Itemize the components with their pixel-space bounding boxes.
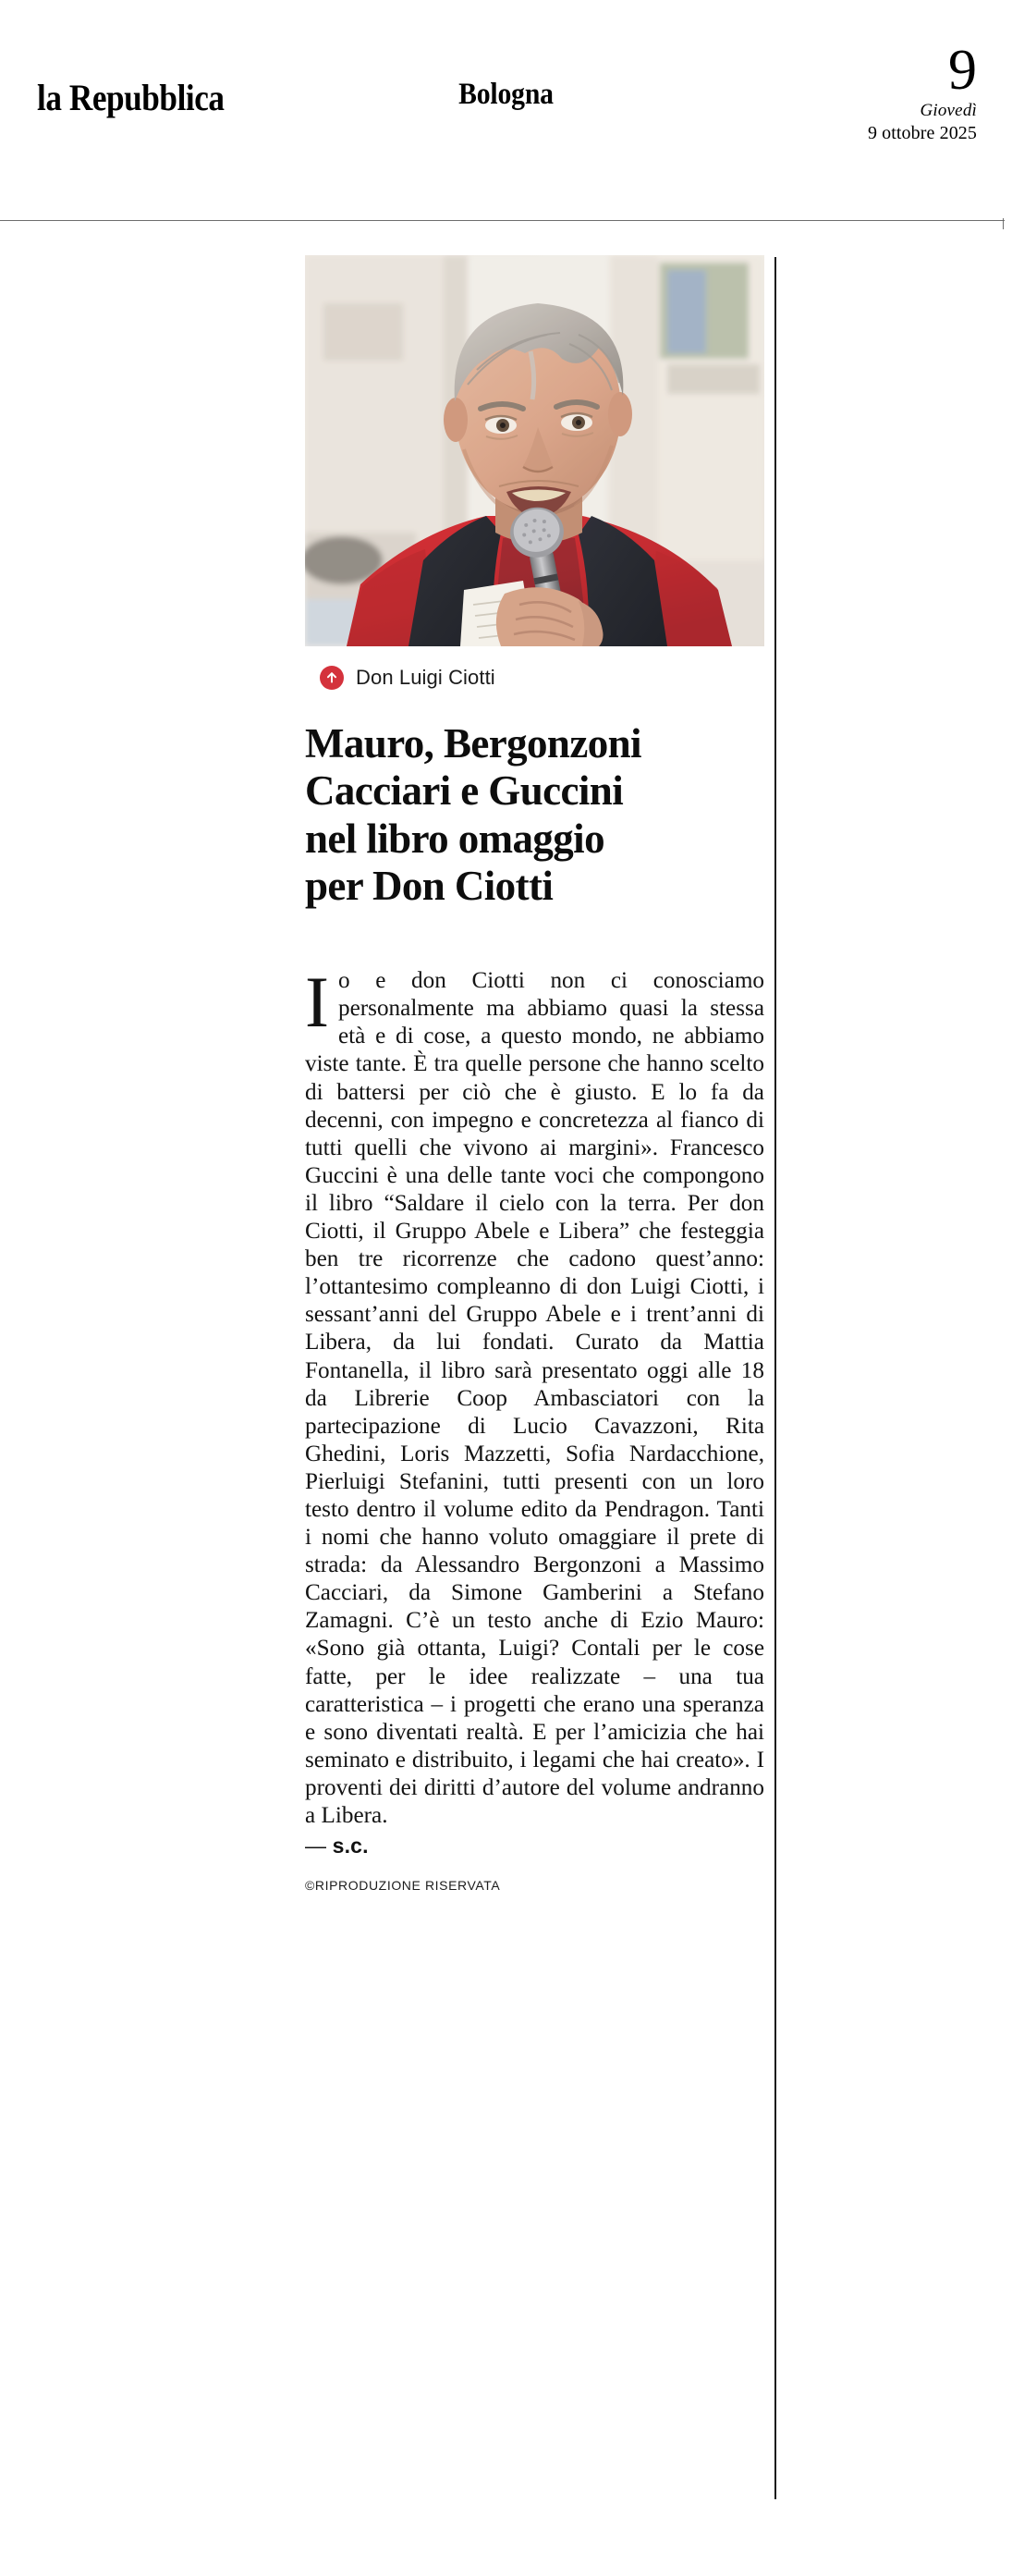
- section-title: Bologna: [458, 78, 554, 111]
- photo-illustration: [305, 255, 764, 646]
- weekday-label: Giovedì: [920, 100, 977, 120]
- masthead-divider-tick: [1003, 218, 1004, 229]
- article-byline: [305, 1832, 764, 1859]
- date-label: 9 ottobre 2025: [867, 123, 977, 144]
- photo-caption-text: Don Luigi Ciotti: [356, 666, 495, 689]
- arrow-up-circle-icon: [320, 666, 344, 690]
- column-divider: [774, 257, 776, 2499]
- byline-dash: —: [305, 1834, 326, 1858]
- headline-line-3: nel libro omaggio: [305, 815, 604, 862]
- date-block: [718, 39, 977, 145]
- page-number: 9: [948, 39, 977, 102]
- headline-line-4: per Don Ciotti: [305, 862, 554, 909]
- headline-line-2: Cacciari e Guccini: [305, 767, 624, 815]
- article-photo: [305, 255, 764, 646]
- article-body: [305, 962, 764, 1899]
- copyright-notice: ©RIPRODUZIONE RISERVATA: [305, 1878, 501, 1894]
- byline-initials: s.c.: [332, 1834, 369, 1858]
- masthead: [0, 0, 1012, 220]
- article: [305, 255, 764, 1899]
- photo-caption: [305, 662, 764, 693]
- article-body-paragraph: Io e don Ciotti non ci conosciamo personalmente ma abbiamo quasi la stessa età e di cose, a questo mondo, ne abbiamo viste tante. È tra quelle persone che hanno scelto di battersi per ciò che è giusto. E lo fa da decenni, con impegno e concretezza al fianco di tutti quelli che vivono ai margini». Francesco Guccini è una delle tante voci che compongono il libro “Saldare il cielo con la terra. Per don Ciotti, il Gruppo Abele e Libera” che festeggia ben tre ricorrenze che cadono quest’anno: l’ottantesimo compleanno di don Luigi Ciotti, i sessant’anni del Gruppo Abele e i trent’anni di Libera, da lui fondati. Curato da Mattia Fontanella, il libro sarà presentato oggi alle 18 da Librerie Coop Ambasciatori con la partecipazione di Lucio Cavazzoni, Rita Ghedini, Loris Mazzetti, Sofia Nardacchione, Pierluigi Stefanini, tutti presenti con un loro testo dentro il volume edito da Pendragon. Tanti i nomi che hanno voluto omaggiare il prete di strada: da Alessandro Bergonzoni a Massimo Cacciari, da Simone Gamberini a Stefano Zamagni. C’è un testo anche di Ezio Mauro: «Sono già ottanta, Luigi? Contali per le cose fatte, per le idee realizzate – una tua caratteristica – i progetti che erano una speranza e sono diventati realtà. E per l’amicizia che hai seminato e distribuito, i legami che hai creato». I proventi dei diritti d’autore del volume andranno a Libera.: [305, 962, 764, 1828]
- masthead-divider: [0, 220, 1005, 221]
- headline-line-1: Mauro, Bergonzoni: [305, 720, 641, 767]
- article-headline: [305, 720, 764, 910]
- publication-logo[interactable]: la Repubblica: [37, 77, 225, 118]
